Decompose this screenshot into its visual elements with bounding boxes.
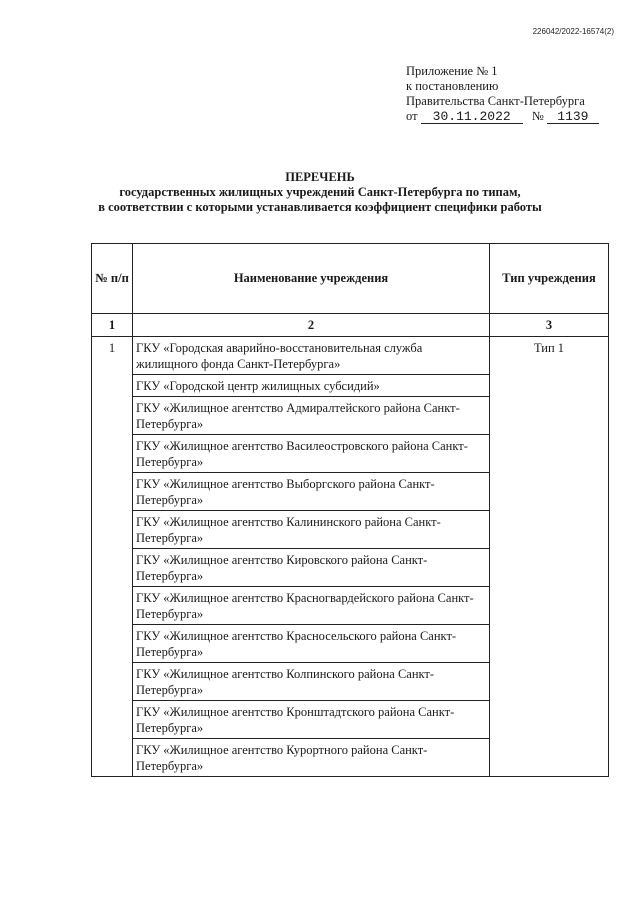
column-index: 2 [133, 314, 490, 337]
decree-number: 1139 [547, 110, 599, 124]
appendix-date-line [406, 109, 599, 124]
institution-name: ГКУ «Городская аварийно-восстановительная служба жилищного фонда Санкт-Петербурга» [133, 337, 490, 375]
institution-name: ГКУ «Жилищное агентство Курортного района Санкт-Петербурга» [133, 739, 490, 777]
date-prefix: от [406, 109, 418, 123]
header-name: Наименование учреждения [133, 244, 490, 314]
group-type: Тип 1 [490, 337, 609, 777]
institution-name: ГКУ «Жилищное агентство Калининского района Санкт-Петербурга» [133, 511, 490, 549]
institution-name: ГКУ «Жилищное агентство Красногвардейского района Санкт-Петербурга» [133, 587, 490, 625]
table-row [92, 337, 609, 375]
header-type: Тип учреждения [490, 244, 609, 314]
institutions-table [91, 243, 609, 777]
institution-name: ГКУ «Жилищное агентство Кронштадтского района Санкт-Петербурга» [133, 701, 490, 739]
appendix-block [406, 64, 599, 124]
institution-name: ГКУ «Городской центр жилищных субсидий» [133, 375, 490, 397]
title-line-2: в соответствии с которыми устанавливается коэффициент специфики работы [98, 200, 542, 214]
decree-date: 30.11.2022 [421, 110, 523, 124]
institution-name: ГКУ «Жилищное агентство Выборгского района Санкт-Петербурга» [133, 473, 490, 511]
document-title [0, 170, 640, 215]
table-header-row [92, 244, 609, 314]
institution-name: ГКУ «Жилищное агентство Кировского района Санкт-Петербурга» [133, 549, 490, 587]
title-line-1: государственных жилищных учреждений Санкт-Петербурга по типам, [119, 185, 521, 199]
institution-name: ГКУ «Жилищное агентство Адмиралтейского района Санкт-Петербурга» [133, 397, 490, 435]
column-index: 1 [92, 314, 133, 337]
institution-name: ГКУ «Жилищное агентство Колпинского района Санкт-Петербурга» [133, 663, 490, 701]
document-id: 226042/2022-16574(2) [532, 27, 614, 36]
institution-name: ГКУ «Жилищное агентство Василеостровского района Санкт-Петербурга» [133, 435, 490, 473]
column-index-row [92, 314, 609, 337]
title-heading: ПЕРЕЧЕНЬ [285, 170, 355, 184]
institution-name: ГКУ «Жилищное агентство Красносельского района Санкт-Петербурга» [133, 625, 490, 663]
column-index: 3 [490, 314, 609, 337]
header-num: № п/п [92, 244, 133, 314]
appendix-line-1: Приложение № 1 [406, 64, 498, 78]
appendix-line-3: Правительства Санкт-Петербурга [406, 94, 585, 108]
appendix-line-2: к постановлению [406, 79, 499, 93]
number-prefix: № [531, 109, 544, 123]
group-number: 1 [92, 337, 133, 777]
